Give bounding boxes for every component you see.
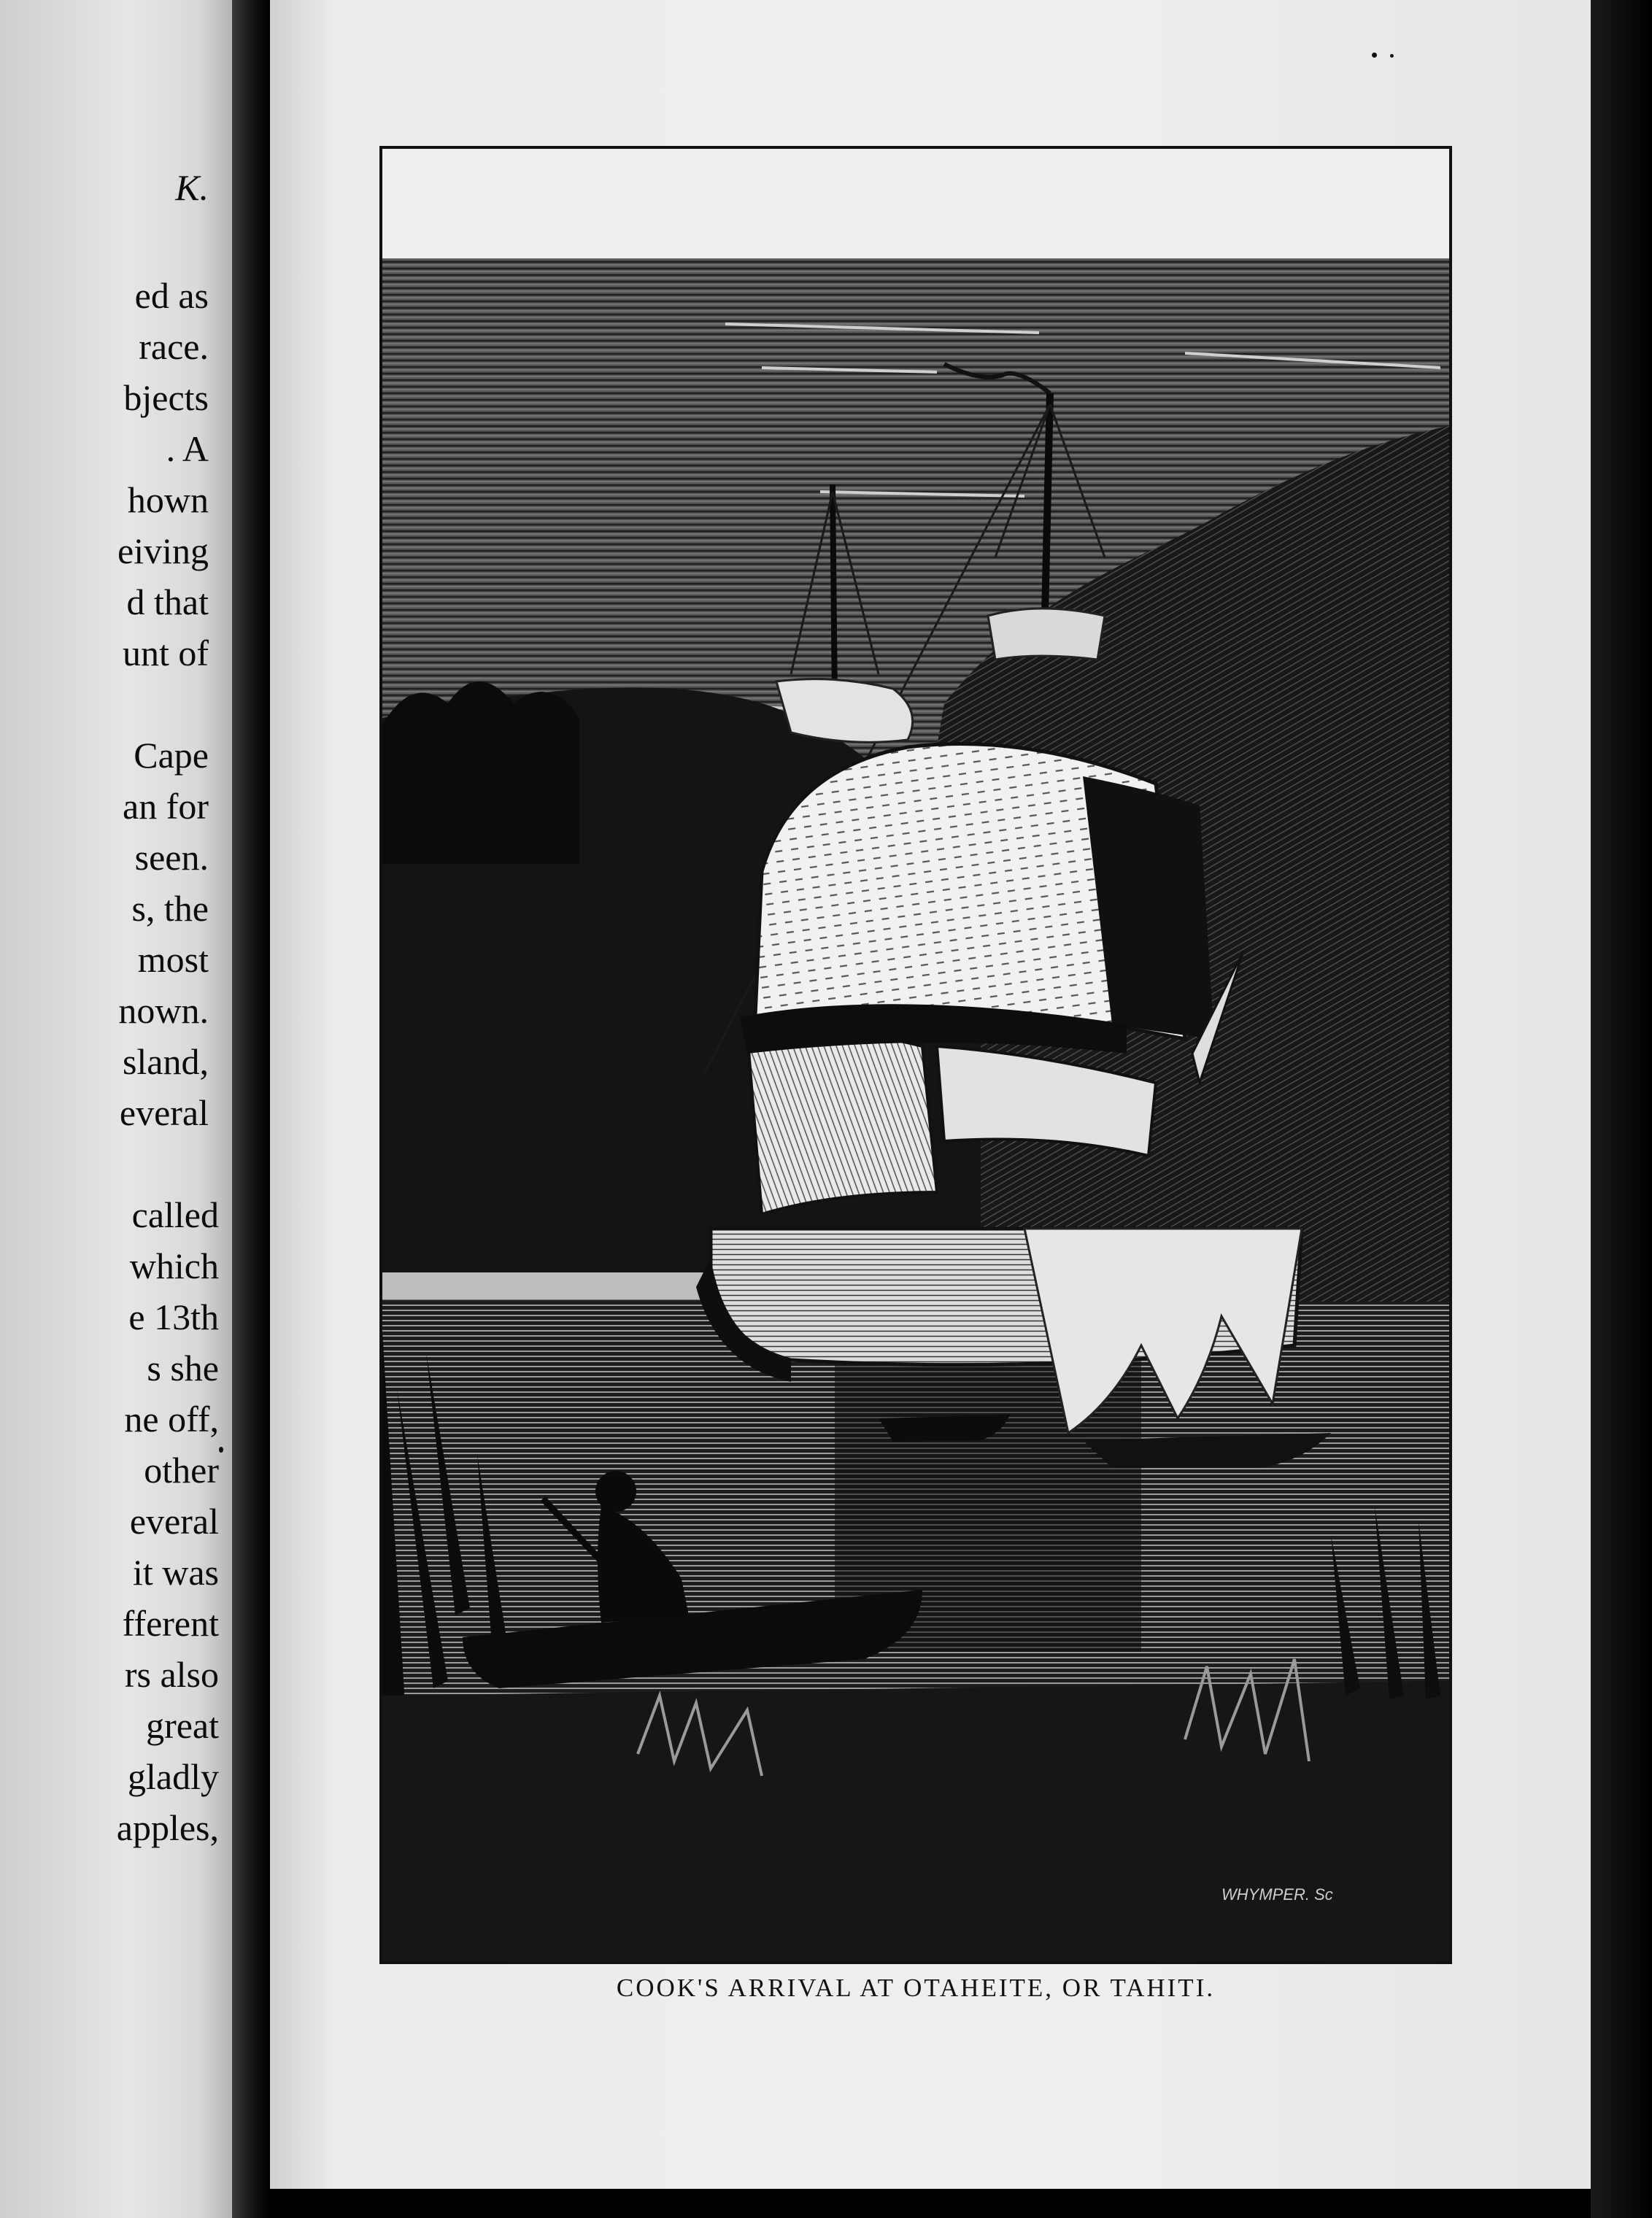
left-page-line: d that	[126, 581, 209, 622]
left-page-line: Cape	[134, 735, 209, 776]
engraver-signature: WHYMPER. Sc	[1221, 1885, 1333, 1904]
left-page-line: s she	[147, 1348, 219, 1388]
left-page-line: fferent	[122, 1603, 219, 1644]
left-page-header-fragment: K.	[175, 167, 209, 208]
left-page-line: gladly	[128, 1756, 219, 1797]
mast-main	[1045, 393, 1050, 616]
left-page	[0, 0, 232, 2218]
left-page-line: eiving	[117, 530, 209, 571]
left-page-line: it was	[132, 1552, 219, 1593]
left-page-line: which	[129, 1245, 219, 1286]
left-page-line: seen.	[134, 837, 209, 878]
paddler-head	[595, 1471, 636, 1512]
speck-mark	[219, 1447, 223, 1453]
left-page-line: ne off,	[124, 1399, 219, 1440]
left-page-line: s, the	[131, 888, 209, 929]
left-page-line: an for	[123, 786, 209, 827]
left-page-line: hown	[127, 479, 209, 520]
left-page-line: e 13th	[128, 1297, 219, 1337]
left-page-line: everal	[119, 1092, 209, 1133]
left-page-line: great	[146, 1705, 219, 1746]
left-page-line: sland,	[122, 1041, 209, 1082]
topsail-main	[988, 608, 1105, 660]
plate-caption: COOK'S ARRIVAL AT OTAHEITE, OR TAHITI.	[616, 1974, 1216, 2002]
reeds-foreground	[382, 1681, 1449, 1961]
left-page-line: most	[137, 939, 209, 980]
mast-fore	[833, 484, 835, 703]
illustration-plate	[379, 146, 1452, 1964]
left-page-line: bjects	[123, 377, 209, 418]
book-gutter	[232, 0, 270, 2218]
page-edge-shadow	[1591, 0, 1652, 2218]
left-page-line: apples,	[116, 1807, 219, 1848]
speck-mark	[1390, 54, 1394, 58]
left-page-line: unt of	[122, 633, 209, 673]
topsail-fore	[776, 679, 913, 743]
shore	[382, 1272, 733, 1302]
left-page-line: everal	[129, 1501, 219, 1542]
left-page-line: ed as	[134, 275, 209, 316]
left-page-line: called	[131, 1194, 219, 1235]
left-page-line: other	[144, 1450, 219, 1491]
left-page-line: nown.	[118, 990, 209, 1031]
left-page-line: race.	[139, 326, 209, 367]
palm-trees	[382, 681, 579, 864]
speck-mark	[1372, 53, 1377, 58]
left-page-line: rs also	[124, 1654, 219, 1695]
left-page-line: . A	[166, 428, 209, 469]
engraving-cook-arrival-tahiti	[382, 149, 1449, 1961]
lower-sail	[747, 1030, 937, 1215]
